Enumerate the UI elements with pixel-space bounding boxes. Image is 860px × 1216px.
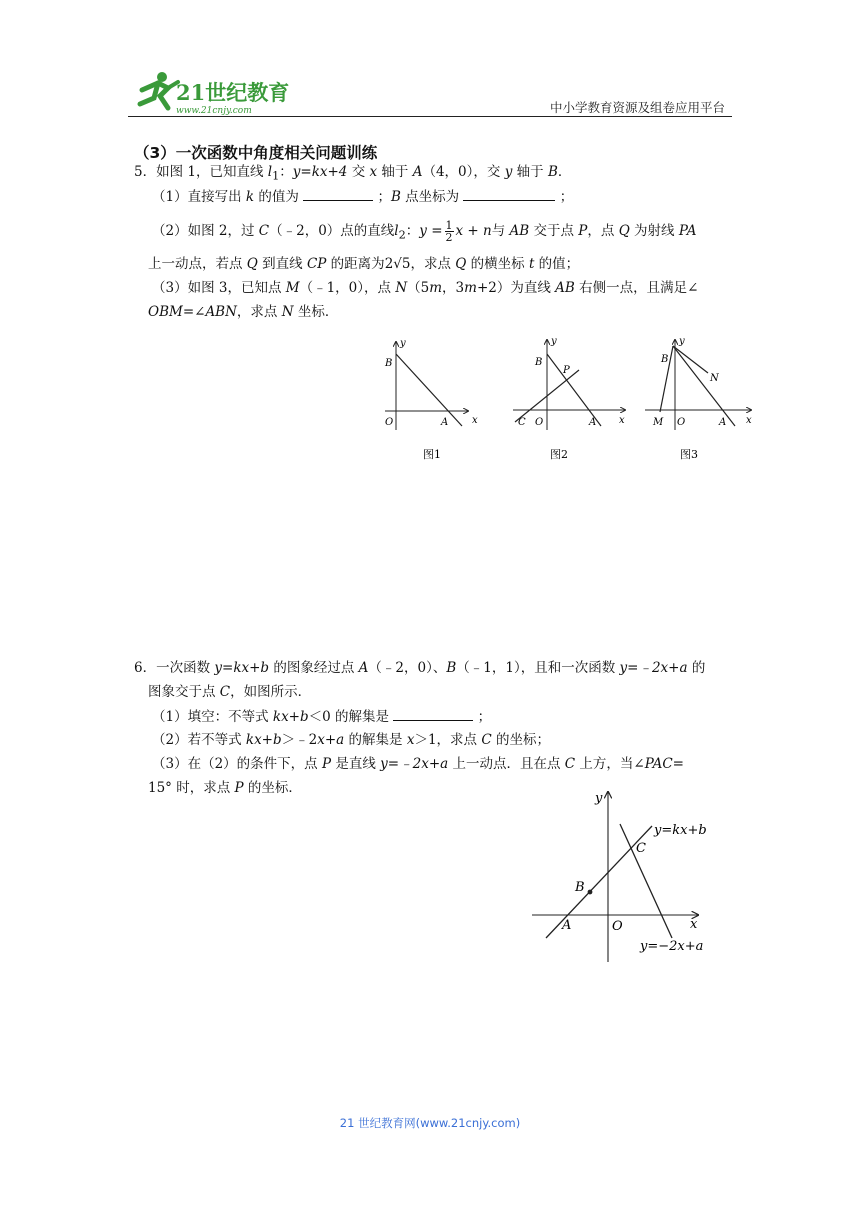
fig1-x-label: x — [472, 415, 478, 426]
figure-3 — [645, 336, 752, 461]
q5-part1: （1）直接写出 k 的值为 ；B 点坐标为 ； — [152, 186, 573, 207]
fig3-x-label: x — [746, 415, 752, 426]
q6-line2-label: y=−2x+a — [640, 939, 704, 954]
q6-y-label: y — [595, 791, 603, 806]
fig3-B-label: B — [661, 354, 669, 365]
fig2-P-label: P — [563, 365, 570, 376]
figure-1 — [384, 338, 478, 461]
runner-logo-icon — [124, 68, 294, 116]
q6-intro-line1: 6．一次函数 y=kx+b 的图象经过点 A（﹣2，0）、B（﹣1，1），且和一次函数 y=﹣2x+a 的 — [134, 660, 706, 676]
fig1-A-label: A — [441, 417, 449, 428]
fig2-y-label: y — [551, 336, 557, 347]
figure-2 — [513, 336, 625, 461]
answer-blank-inequality[interactable] — [393, 706, 473, 721]
fig2-O-label: O — [535, 417, 544, 428]
q6-part3-line2: 15° 时，求点 P 的坐标． — [148, 780, 302, 796]
q6-x-label: x — [690, 917, 698, 932]
fig2-A-label: A — [589, 417, 597, 428]
section-title: （3）一次函数中角度相关问题训练 — [134, 144, 378, 162]
footer-link[interactable]: 21 世纪教育网(www.21cnjy.com) — [339, 1116, 521, 1130]
fig3-M-label: M — [653, 417, 664, 428]
header-divider — [128, 116, 732, 117]
fig3-y-label: y — [679, 336, 685, 347]
q6-O-label: O — [612, 919, 623, 934]
fig1-O-label: O — [385, 417, 394, 428]
q5-part2-line2: 上一动点，若点 Q 到直线 CP 的距离为2√5，求点 Q 的横坐标 t 的值； — [148, 256, 580, 272]
q5-intro: 5．如图 1，已知直线 $l_1$：y=kx+4 交 x 轴于 A（4，0），交 y 轴于 B． — [134, 164, 572, 183]
platform-title: 中小学教育资源及组卷应用平台 — [549, 100, 725, 115]
q6-figure — [530, 788, 730, 966]
fig3-A-label: A — [719, 417, 727, 428]
q6-line1-label: y=kx+b — [654, 823, 707, 838]
answer-blank-k[interactable] — [303, 186, 373, 201]
fig2-C-label: C — [518, 417, 526, 428]
fig3-O-label: O — [677, 417, 686, 428]
fig1-caption: 图1 — [423, 448, 441, 461]
fig2-x-label: x — [619, 415, 625, 426]
logo-url: www.21cnjy.com — [176, 106, 252, 116]
q6-A-label: A — [562, 918, 572, 933]
answer-blank-b[interactable] — [463, 186, 555, 201]
q6-part1: （1）填空：不等式 kx+b＜0 的解集是 ； — [152, 706, 491, 727]
q5-figures — [375, 330, 770, 465]
fig2-caption: 图2 — [550, 448, 568, 461]
fraction-one-half: $\frac{1}{2}$ — [445, 219, 453, 244]
site-logo — [124, 68, 294, 116]
q5-part3-line1: （3）如图 3，已知点 M（﹣1，0），点 N（5m，3m+2）为直线 AB 右侧一点，且满足∠ — [152, 280, 699, 296]
fig1-B-label: B — [385, 358, 393, 369]
q6-intro-line2: 图象交于点 C，如图所示． — [148, 684, 312, 700]
q6-B-label: B — [575, 880, 585, 895]
fig3-N-label: N — [710, 373, 719, 384]
q6-C-label: C — [636, 841, 646, 856]
q6-part2: （2）若不等式 kx+b＞﹣2x+a 的解集是 x＞1，求点 C 的坐标； — [152, 732, 550, 748]
logo-text: 21世纪教育 — [176, 80, 290, 105]
fig2-B-label: B — [535, 357, 543, 368]
fig3-caption: 图3 — [680, 448, 698, 461]
fig1-y-label: y — [400, 338, 406, 349]
q5-part3-line2: OBM=∠ABN，求点 N 坐标． — [148, 304, 339, 320]
point-B-dot — [588, 890, 593, 895]
q5-part2-line1: （2）如图 2，过 C（﹣2，0）点的直线$l_2$：y = $\frac{1}{2}$ x + n与 AB 交于点 P，点 Q 为射线 PA — [152, 219, 697, 244]
q6-part3-line1: （3）在（2）的条件下，点 P 是直线 y=﹣2x+a 上一动点．且在点 C 上方，当∠PAC= — [152, 756, 684, 772]
